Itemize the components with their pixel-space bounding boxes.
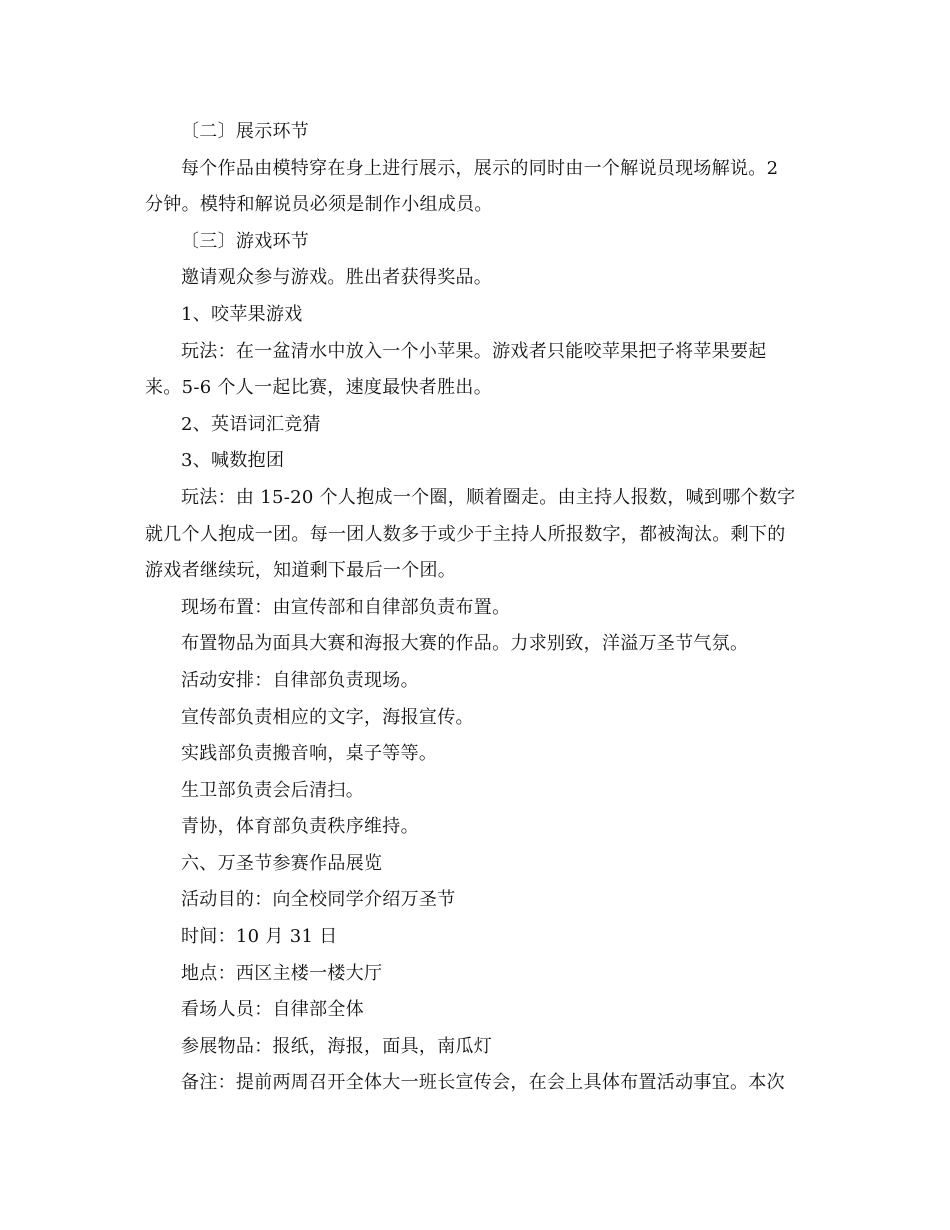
text-line: 玩法：由 15-20 个人抱成一个圈，顺着圈走。由主持人报数，喊到哪个数字 [181, 486, 796, 508]
text-line: 3、喊数抱团 [181, 450, 285, 472]
text-line: 游戏者继续玩，知道剩下最后一个团。 [145, 560, 457, 582]
text-line: 活动目的：向全校同学介绍万圣节 [181, 889, 456, 911]
text-line: 时间：10 月 31 日 [181, 926, 338, 948]
text-line: 来。5-6 个人一起比赛，速度最快者胜出。 [145, 377, 493, 399]
text-line: 参展物品：报纸，海报，面具，南瓜灯 [181, 1035, 493, 1057]
text-line: 宣传部负责相应的文字，海报宣传。 [181, 706, 474, 728]
text-line: 实践部负责搬音响，桌子等等。 [181, 743, 438, 765]
document-body [145, 114, 805, 1102]
text-line: 2、英语词汇竞猜 [181, 413, 321, 435]
text-line: 1、咬苹果游戏 [181, 303, 303, 325]
text-line: 地点：西区主楼一楼大厅 [181, 962, 383, 984]
text-line: 〔三〕游戏环节 [181, 230, 310, 252]
text-line: 看场人员：自律部全体 [181, 999, 364, 1021]
text-line: 六、万圣节参赛作品展览 [181, 852, 383, 874]
text-line: 就几个人抱成一团。每一团人数多于或少于主持人所报数字，都被淘汰。剩下的 [145, 523, 786, 545]
text-line: 现场布置：由宣传部和自律部负责布置。 [181, 596, 511, 618]
text-line: 每个作品由模特穿在身上进行展示，展示的同时由一个解说员现场解说。2 [181, 157, 779, 179]
text-line: 青协，体育部负责秩序维持。 [181, 816, 419, 838]
text-line: 邀请观众参与游戏。胜出者获得奖品。 [181, 267, 493, 289]
text-line: 备注：提前两周召开全体大一班长宣传会，在会上具体布置活动事宜。本次 [181, 1072, 785, 1094]
text-line: 活动安排：自律部负责现场。 [181, 669, 419, 691]
text-line: 玩法：在一盆清水中放入一个小苹果。游戏者只能咬苹果把子将苹果要起 [181, 340, 767, 362]
text-line: 布置物品为面具大赛和海报大赛的作品。力求别致，洋溢万圣节气氛。 [181, 633, 749, 655]
text-line: 生卫部负责会后清扫。 [181, 779, 364, 801]
text-line: 〔二〕展示环节 [181, 121, 310, 142]
text-line: 分钟。模特和解说员必须是制作小组成员。 [145, 194, 493, 216]
